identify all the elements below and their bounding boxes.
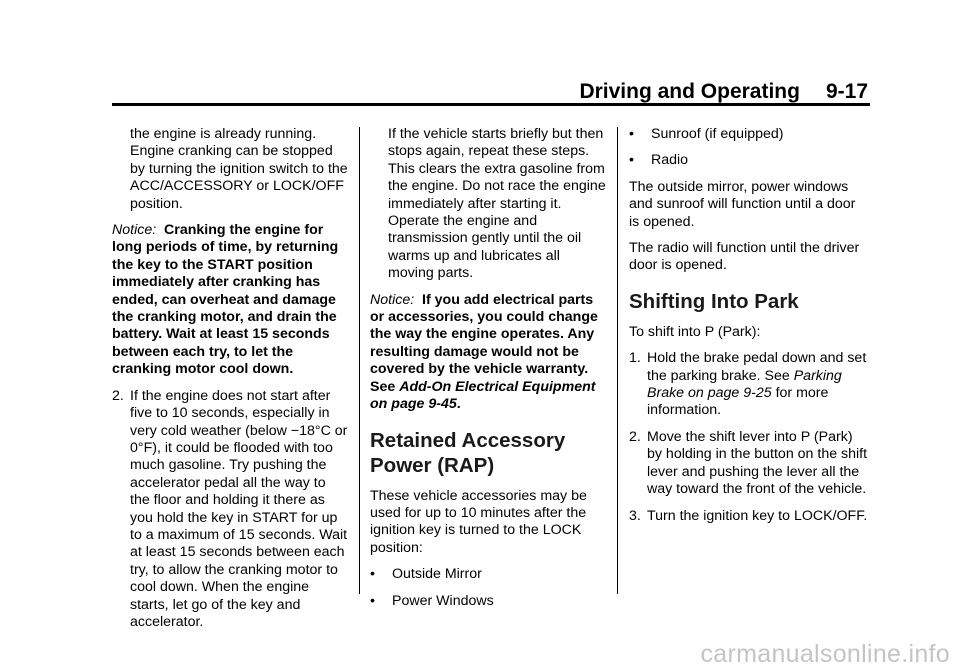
list-item <box>112 388 348 632</box>
notice-reference-link[interactable]: Add-On Electrical Equipment on page 9-45 <box>370 378 596 413</box>
notice-text: Cranking the engine for long periods of time, by returning the key to the START position immediately after cranking has ended, can overheat and damage the cranking motor, and drain the battery. Wait at least 15 seconds between each try, to let the cranking motor cool down. <box>112 222 339 378</box>
section-heading: Retained Accessory Power (RAP) <box>370 428 566 477</box>
page-number: 9-17 <box>825 80 868 103</box>
paragraph: To shift into P (Park): <box>629 323 761 340</box>
page-header <box>579 80 868 104</box>
bullet-icon: • <box>629 126 634 142</box>
bullet-item <box>370 593 608 610</box>
notice-text: If you add electrical parts or accessories, you could change the way the engine operates. Any resulting damage would not be covered by the vehicle warranty. See <box>370 291 598 395</box>
paragraph: The outside mirror, power windows and sunroof will function until a door is opened. <box>629 178 856 230</box>
bullet-text: Outside Mirror <box>392 566 482 583</box>
header-rule <box>112 103 870 106</box>
notice-end: . <box>456 396 461 413</box>
list-number: 2. <box>629 428 641 445</box>
bullet-icon: • <box>370 592 375 609</box>
list-text: If the engine does not start after five to 10 seconds, especially in very cold weather (below −18°C or 0°F), it could be flooded with too much gasoline. Try pushing the accelerator pedal all the way to the floor and holding it there as you hold the key in START for up to a maximum of 15 seconds. Wait at least 15 seconds between each try, to allow the cranking motor to cool down. When the engine starts, let go of the key and accelerator. <box>130 387 348 630</box>
bullet-item <box>370 566 608 583</box>
notice <box>112 222 348 379</box>
list-number: 3. <box>629 507 641 524</box>
column-1 <box>112 126 348 640</box>
section-heading: Shifting Into Park <box>629 289 799 313</box>
list-item <box>629 429 869 499</box>
column-2 <box>370 126 608 619</box>
column-divider <box>359 127 360 594</box>
bullet-item <box>629 152 869 169</box>
list-text: Hold the brake pedal down and set the parking brake. See Parking Brake on page 9-25 for more information. <box>647 350 867 419</box>
paragraph: the engine is already running. Engine cranking can be stopped by turning the ignition switch to the ACC/ACCESSORY or LOCK/OFF position. <box>130 126 348 212</box>
bullet-text: Radio <box>651 152 689 169</box>
list-item <box>629 508 869 525</box>
bullet-text: Sunroof (if equipped) <box>651 126 784 142</box>
notice <box>370 292 608 414</box>
list-number: 2. <box>112 387 124 404</box>
bullet-text: Power Windows <box>392 592 494 609</box>
list-text: Turn the ignition key to LOCK/OFF. <box>647 507 868 524</box>
section-title: Driving and Operating <box>579 80 800 103</box>
list-number: 1. <box>629 350 641 367</box>
list-item <box>629 350 869 420</box>
bullet-item <box>629 126 869 143</box>
paragraph: These vehicle accessories may be used for up to 10 minutes after the ignition key is turned to the LOCK position: <box>370 487 587 556</box>
paragraph: The radio will function until the driver door is opened. <box>629 240 860 274</box>
watermark: carmanualsonline.info <box>700 640 950 668</box>
column-3 <box>629 126 869 534</box>
paragraph: If the vehicle starts briefly but then stops again, repeat these steps. This clears the extra gasoline from the engine. Do not race the engine immediately after starting it. Operate the engine and transmission gently until the oil warms up and lubricates all moving parts. <box>388 126 606 282</box>
notice-label: Notice: <box>112 222 157 239</box>
bullet-icon: • <box>629 152 634 169</box>
column-divider <box>617 127 618 594</box>
bullet-icon: • <box>370 566 375 583</box>
list-text: Move the shift lever into P (Park) by holding in the button on the shift lever and pushing the lever all the way toward the front of the vehicle. <box>647 428 868 498</box>
parking-brake-reference-link[interactable]: Parking Brake on page 9-25 <box>647 367 842 402</box>
notice-label: Notice: <box>370 291 415 308</box>
